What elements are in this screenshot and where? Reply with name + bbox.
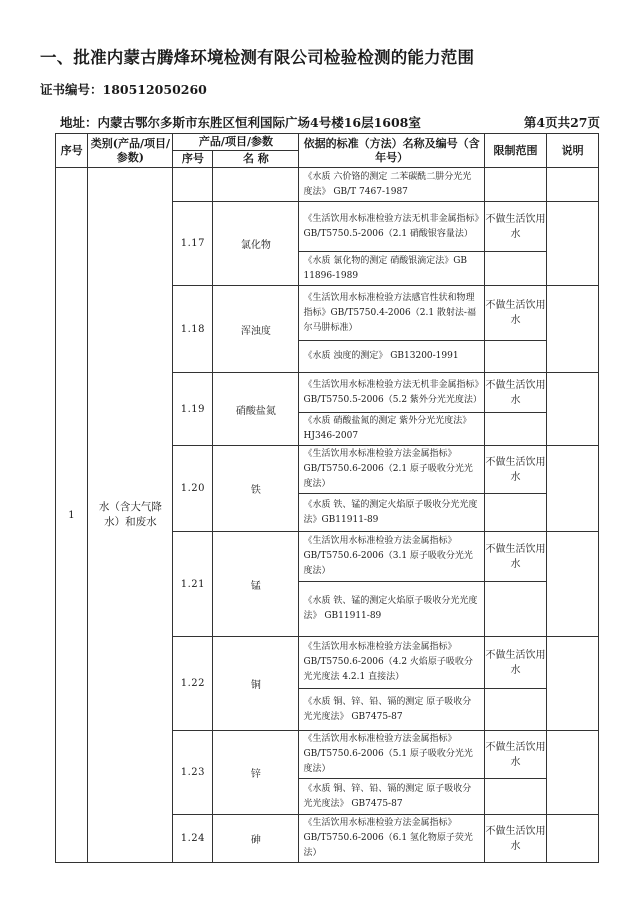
limit-cell: 不做生活饮用水 <box>484 286 546 341</box>
table-row: 《水质 硝酸盐氮的测定 紫外分光光度法》HJ346-2007 <box>299 413 484 446</box>
limit-cell <box>484 494 546 532</box>
note-cell <box>547 446 599 532</box>
item-no: 1.22 <box>173 637 213 731</box>
note-cell <box>547 532 599 637</box>
table-row: 《水质 铁、锰的测定火焰原子吸收分光光度法》 GB11911-89 <box>299 582 484 637</box>
page-info: 第4页共27页 <box>523 115 600 130</box>
group-seq: 1 <box>56 168 88 863</box>
limit-cell <box>484 252 546 286</box>
capability-table <box>55 133 599 863</box>
header-sub-seq: 序号 <box>173 151 213 168</box>
note-cell <box>547 637 599 731</box>
address-line <box>60 113 600 131</box>
note-cell <box>547 168 599 202</box>
item-name: 氯化物 <box>213 202 299 286</box>
table-row: 《生活饮用水标准检验方法金属指标》GB/T5750.6-2006（3.1 原子吸收分光光度法） <box>299 532 484 582</box>
limit-cell: 不做生活饮用水 <box>484 446 546 494</box>
item-name: 锰 <box>213 532 299 637</box>
item-no: 1.20 <box>173 446 213 532</box>
header-product: 产品/项目/参数 <box>173 134 299 151</box>
item-no: 1.17 <box>173 202 213 286</box>
limit-cell <box>484 341 546 373</box>
item-no: 1.19 <box>173 373 213 446</box>
limit-cell: 不做生活饮用水 <box>484 637 546 689</box>
note-cell <box>547 202 599 286</box>
limit-cell <box>484 582 546 637</box>
table-row: 《水质 铜、锌、铅、镉的测定 原子吸收分光光度法》 GB7475-87 <box>299 689 484 731</box>
header-limit: 限制范围 <box>484 134 546 168</box>
limit-cell: 不做生活饮用水 <box>484 532 546 582</box>
item-no: 1.21 <box>173 532 213 637</box>
item-name: 铁 <box>213 446 299 532</box>
table-row: 《生活饮用水标准检验方法感官性状和物理指标》GB/T5750.4-2006（2.1 散射法-福尔马肼标准） <box>299 286 484 341</box>
page-title: 一、批准内蒙古腾烽环境检测有限公司检验检测的能力范围 <box>40 48 475 67</box>
item-name: 砷 <box>213 815 299 863</box>
note-cell <box>547 815 599 863</box>
header-standard: 依据的标准（方法）名称及编号（含年号） <box>299 134 484 168</box>
note-cell <box>547 373 599 446</box>
limit-cell <box>484 779 546 815</box>
item-no: 1.18 <box>173 286 213 373</box>
item-name: 锌 <box>213 731 299 815</box>
table-row: 《水质 浊度的测定》 GB13200-1991 <box>299 341 484 373</box>
header-note: 说明 <box>547 134 599 168</box>
table-row: 《水质 六价铬的测定 二苯碳酰二肼分光光度法》 GB/T 7467-1987 <box>299 168 484 202</box>
header-seq: 序号 <box>56 134 88 168</box>
limit-cell: 不做生活饮用水 <box>484 815 546 863</box>
item-name: 铜 <box>213 637 299 731</box>
table-row: 《生活饮用水标准检验方法金属指标》GB/T5750.6-2006（4.2 火焰原子吸收分光光度法 4.2.1 直接法） <box>299 637 484 689</box>
table-row: 《水质 铜、锌、铅、镉的测定 原子吸收分光光度法》 GB7475-87 <box>299 779 484 815</box>
address-text: 地址：内蒙古鄂尔多斯市东胜区恒利国际广场4号楼16层1608室 <box>60 115 421 130</box>
item-name: 浑浊度 <box>213 286 299 373</box>
header-category: 类别(产品/项目/参数) <box>88 134 173 168</box>
item-name: 硝酸盐氮 <box>213 373 299 446</box>
item-no: 1.23 <box>173 731 213 815</box>
limit-cell <box>484 413 546 446</box>
table-row: 《生活饮用水标准检验方法金属指标》GB/T5750.6-2006（6.1 氢化物原子荧光法） <box>299 815 484 863</box>
item-no: 1.24 <box>173 815 213 863</box>
group-category: 水（含大气降水）和废水 <box>88 168 173 863</box>
limit-cell: 不做生活饮用水 <box>484 202 546 252</box>
table-row: 《生活饮用水标准检验方法金属指标》GB/T5750.6-2006（5.1 原子吸收分光光度法） <box>299 731 484 779</box>
table-row: 《生活饮用水标准检验方法无机非金属指标》GB/T5750.5-2006（5.2 紫外分光光度法） <box>299 373 484 413</box>
table-row: 《水质 铁、锰的测定火焰原子吸收分光光度法》GB11911-89 <box>299 494 484 532</box>
note-cell <box>547 731 599 815</box>
cont-no <box>173 168 213 202</box>
limit-cell: 不做生活饮用水 <box>484 731 546 779</box>
limit-cell <box>484 689 546 731</box>
table-row: 《生活饮用水标准检验方法无机非金属指标》GB/T5750.5-2006（2.1 硝酸银容量法） <box>299 202 484 252</box>
certificate-number: 证书编号：180512050260 <box>40 82 207 97</box>
limit-cell <box>484 168 546 202</box>
table-row: 《生活饮用水标准检验方法金属指标》GB/T5750.6-2006（2.1 原子吸收分光光度法） <box>299 446 484 494</box>
header-name: 名 称 <box>213 151 299 168</box>
table-row: 《水质 氯化物的测定 硝酸银滴定法》GB 11896-1989 <box>299 252 484 286</box>
cont-name <box>213 168 299 202</box>
limit-cell: 不做生活饮用水 <box>484 373 546 413</box>
note-cell <box>547 286 599 373</box>
